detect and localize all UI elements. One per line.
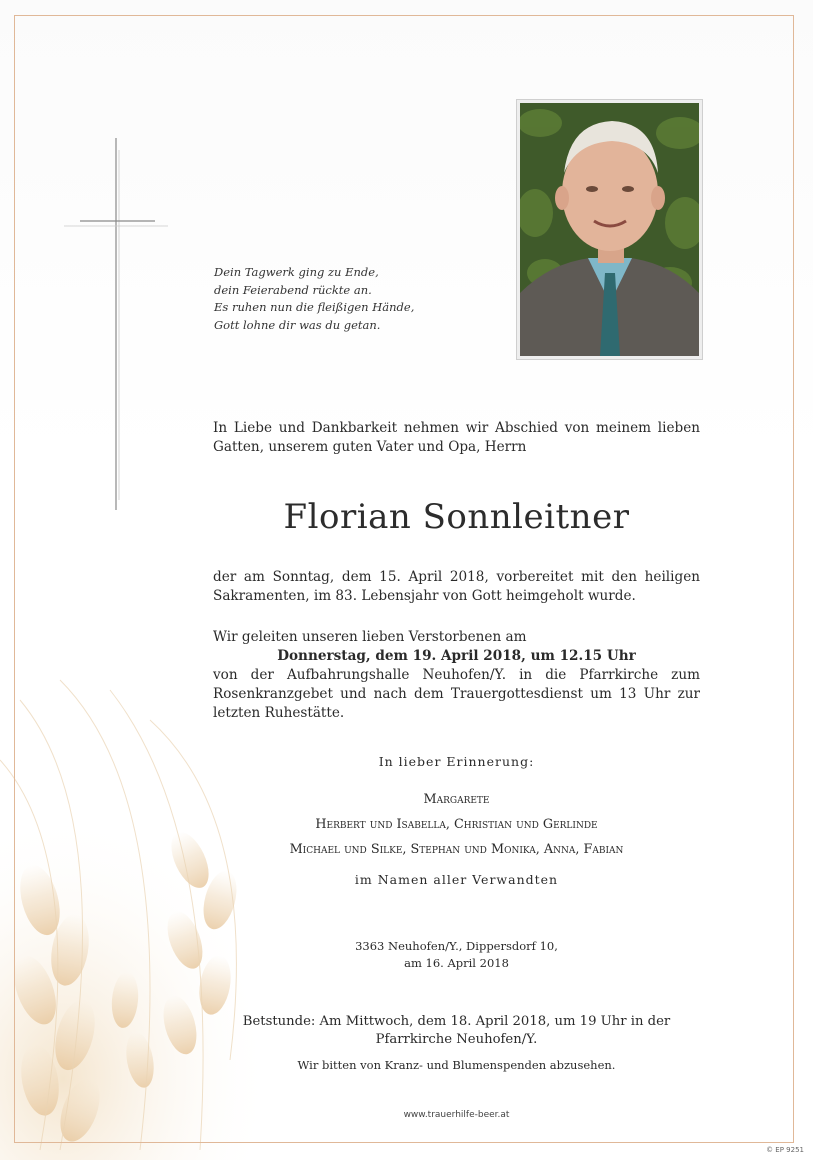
family-line: Margarete	[423, 792, 490, 807]
place-address: 3363 Neuhofen/Y., Dippersdorf 10,	[355, 939, 558, 953]
deceased-name: Florian Sonnleitner	[283, 497, 630, 537]
family-line: Herbert und Isabella, Christian und Gerlinde	[315, 817, 598, 832]
prayer-hour	[213, 1013, 700, 1048]
poem-line: Es ruhen nun die fleißigen Hände,	[214, 300, 415, 314]
death-notice-text: der am Sonntag, dem 15. April 2018, vorbereitet mit den heiligen Sakramenten, im 83. Lebensjahr von Gott heimgeholt wurde.	[213, 569, 700, 604]
relatives-line: im Namen aller Verwandten	[354, 872, 559, 887]
poem-line: Dein Tagwerk ging zu Ende,	[214, 265, 379, 279]
family-line: Michael und Silke, Stephan und Monika, Anna, Fabian	[289, 842, 624, 857]
donation-note: Wir bitten von Kranz- und Blumenspenden abzusehen.	[297, 1058, 616, 1072]
prayer-line: Betstunde: Am Mittwoch, dem 18. April 2018, um 19 Uhr in der	[242, 1014, 671, 1029]
portrait-photo	[516, 99, 703, 360]
memory-heading: In lieber Erinnerung:	[378, 754, 535, 769]
place-date	[213, 938, 700, 972]
memorial-poem	[214, 264, 474, 334]
funeral-lead: Wir geleiten unseren lieben Verstorbenen am	[213, 629, 527, 645]
intro-text: In Liebe und Dankbarkeit nehmen wir Abschied von meinem lieben Gatten, unserem guten Vater und Opa, Herrn	[213, 420, 700, 455]
funeral-body: von der Aufbahrungshalle Neuhofen/Y. in die Pfarrkirche zum Rosenkranzgebet und nach dem Trauergottesdienst um 13 Uhr zur letzten Ruhestätte.	[213, 667, 700, 721]
funeral-date: Donnerstag, dem 19. April 2018, um 12.15 Uhr	[277, 648, 636, 664]
website-link[interactable]: www.trauerhilfe-beer.at	[403, 1110, 510, 1120]
poem-line: dein Feierabend rückte an.	[214, 282, 372, 297]
print-code: © EP 9251	[766, 1146, 804, 1154]
prayer-line: Pfarrkirche Neuhofen/Y.	[375, 1031, 538, 1047]
poem-line: Gott lohne dir was du getan.	[214, 317, 381, 332]
family-list	[213, 787, 700, 862]
place-date-line: am 16. April 2018	[404, 956, 509, 970]
funeral-info	[213, 628, 700, 723]
